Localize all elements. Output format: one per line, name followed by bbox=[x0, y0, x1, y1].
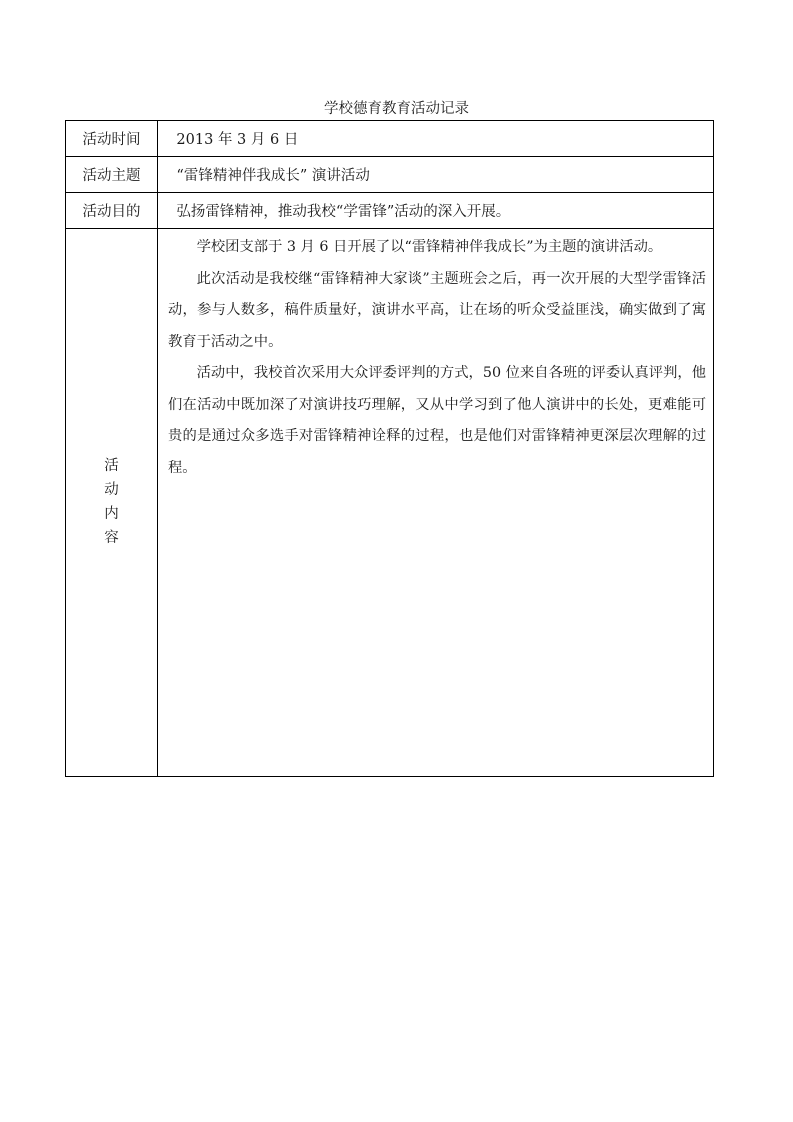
content-paragraph: 活动中，我校首次采用大众评委评判的方式，50 位来自各班的评委认真评判，他们在活动中既加深了对演讲技巧理解，又从中学习到了他人演讲中的长处，更难能可贵的是通过众多选手对雷锋精神诠释的过程，也是他们对雷锋精神更深层次理解的过程。 bbox=[168, 365, 706, 476]
row-activity-content bbox=[66, 229, 713, 776]
value-activity-time: 2013 年 3 月 6 日 bbox=[158, 132, 299, 148]
content-paragraph: 此次活动是我校继“雷锋精神大家谈”主题班会之后，再一次开展的大型学雷锋活动，参与人数多，稿件质量好，演讲水平高，让在场的听众受益匪浅，确实做到了寓教育于活动之中。 bbox=[168, 270, 706, 350]
value-activity-theme: “雷锋精神伴我成长” 演讲活动 bbox=[158, 168, 370, 184]
content-paragraph: 学校团支部于 3 月 6 日开展了以“雷锋精神伴我成长”为主题的演讲活动。 bbox=[196, 239, 663, 255]
label-activity-time: 活动时间 bbox=[66, 121, 158, 156]
row-activity-time bbox=[66, 121, 713, 157]
label-activity-content bbox=[66, 229, 158, 776]
row-activity-theme bbox=[66, 157, 713, 193]
label-char: 活 bbox=[104, 457, 119, 474]
value-activity-purpose: 弘扬雷锋精神，推动我校“学雷锋”活动的深入开展。 bbox=[158, 204, 511, 220]
label-char: 内 bbox=[104, 505, 119, 522]
label-char: 容 bbox=[104, 529, 119, 546]
activity-content-body bbox=[158, 229, 713, 484]
activity-record-table bbox=[65, 120, 714, 777]
document-title: 学校德育教育活动记录 bbox=[324, 101, 469, 117]
label-activity-purpose: 活动目的 bbox=[66, 193, 158, 228]
label-char: 动 bbox=[104, 481, 119, 498]
label-activity-theme: 活动主题 bbox=[66, 157, 158, 192]
row-activity-purpose bbox=[66, 193, 713, 229]
